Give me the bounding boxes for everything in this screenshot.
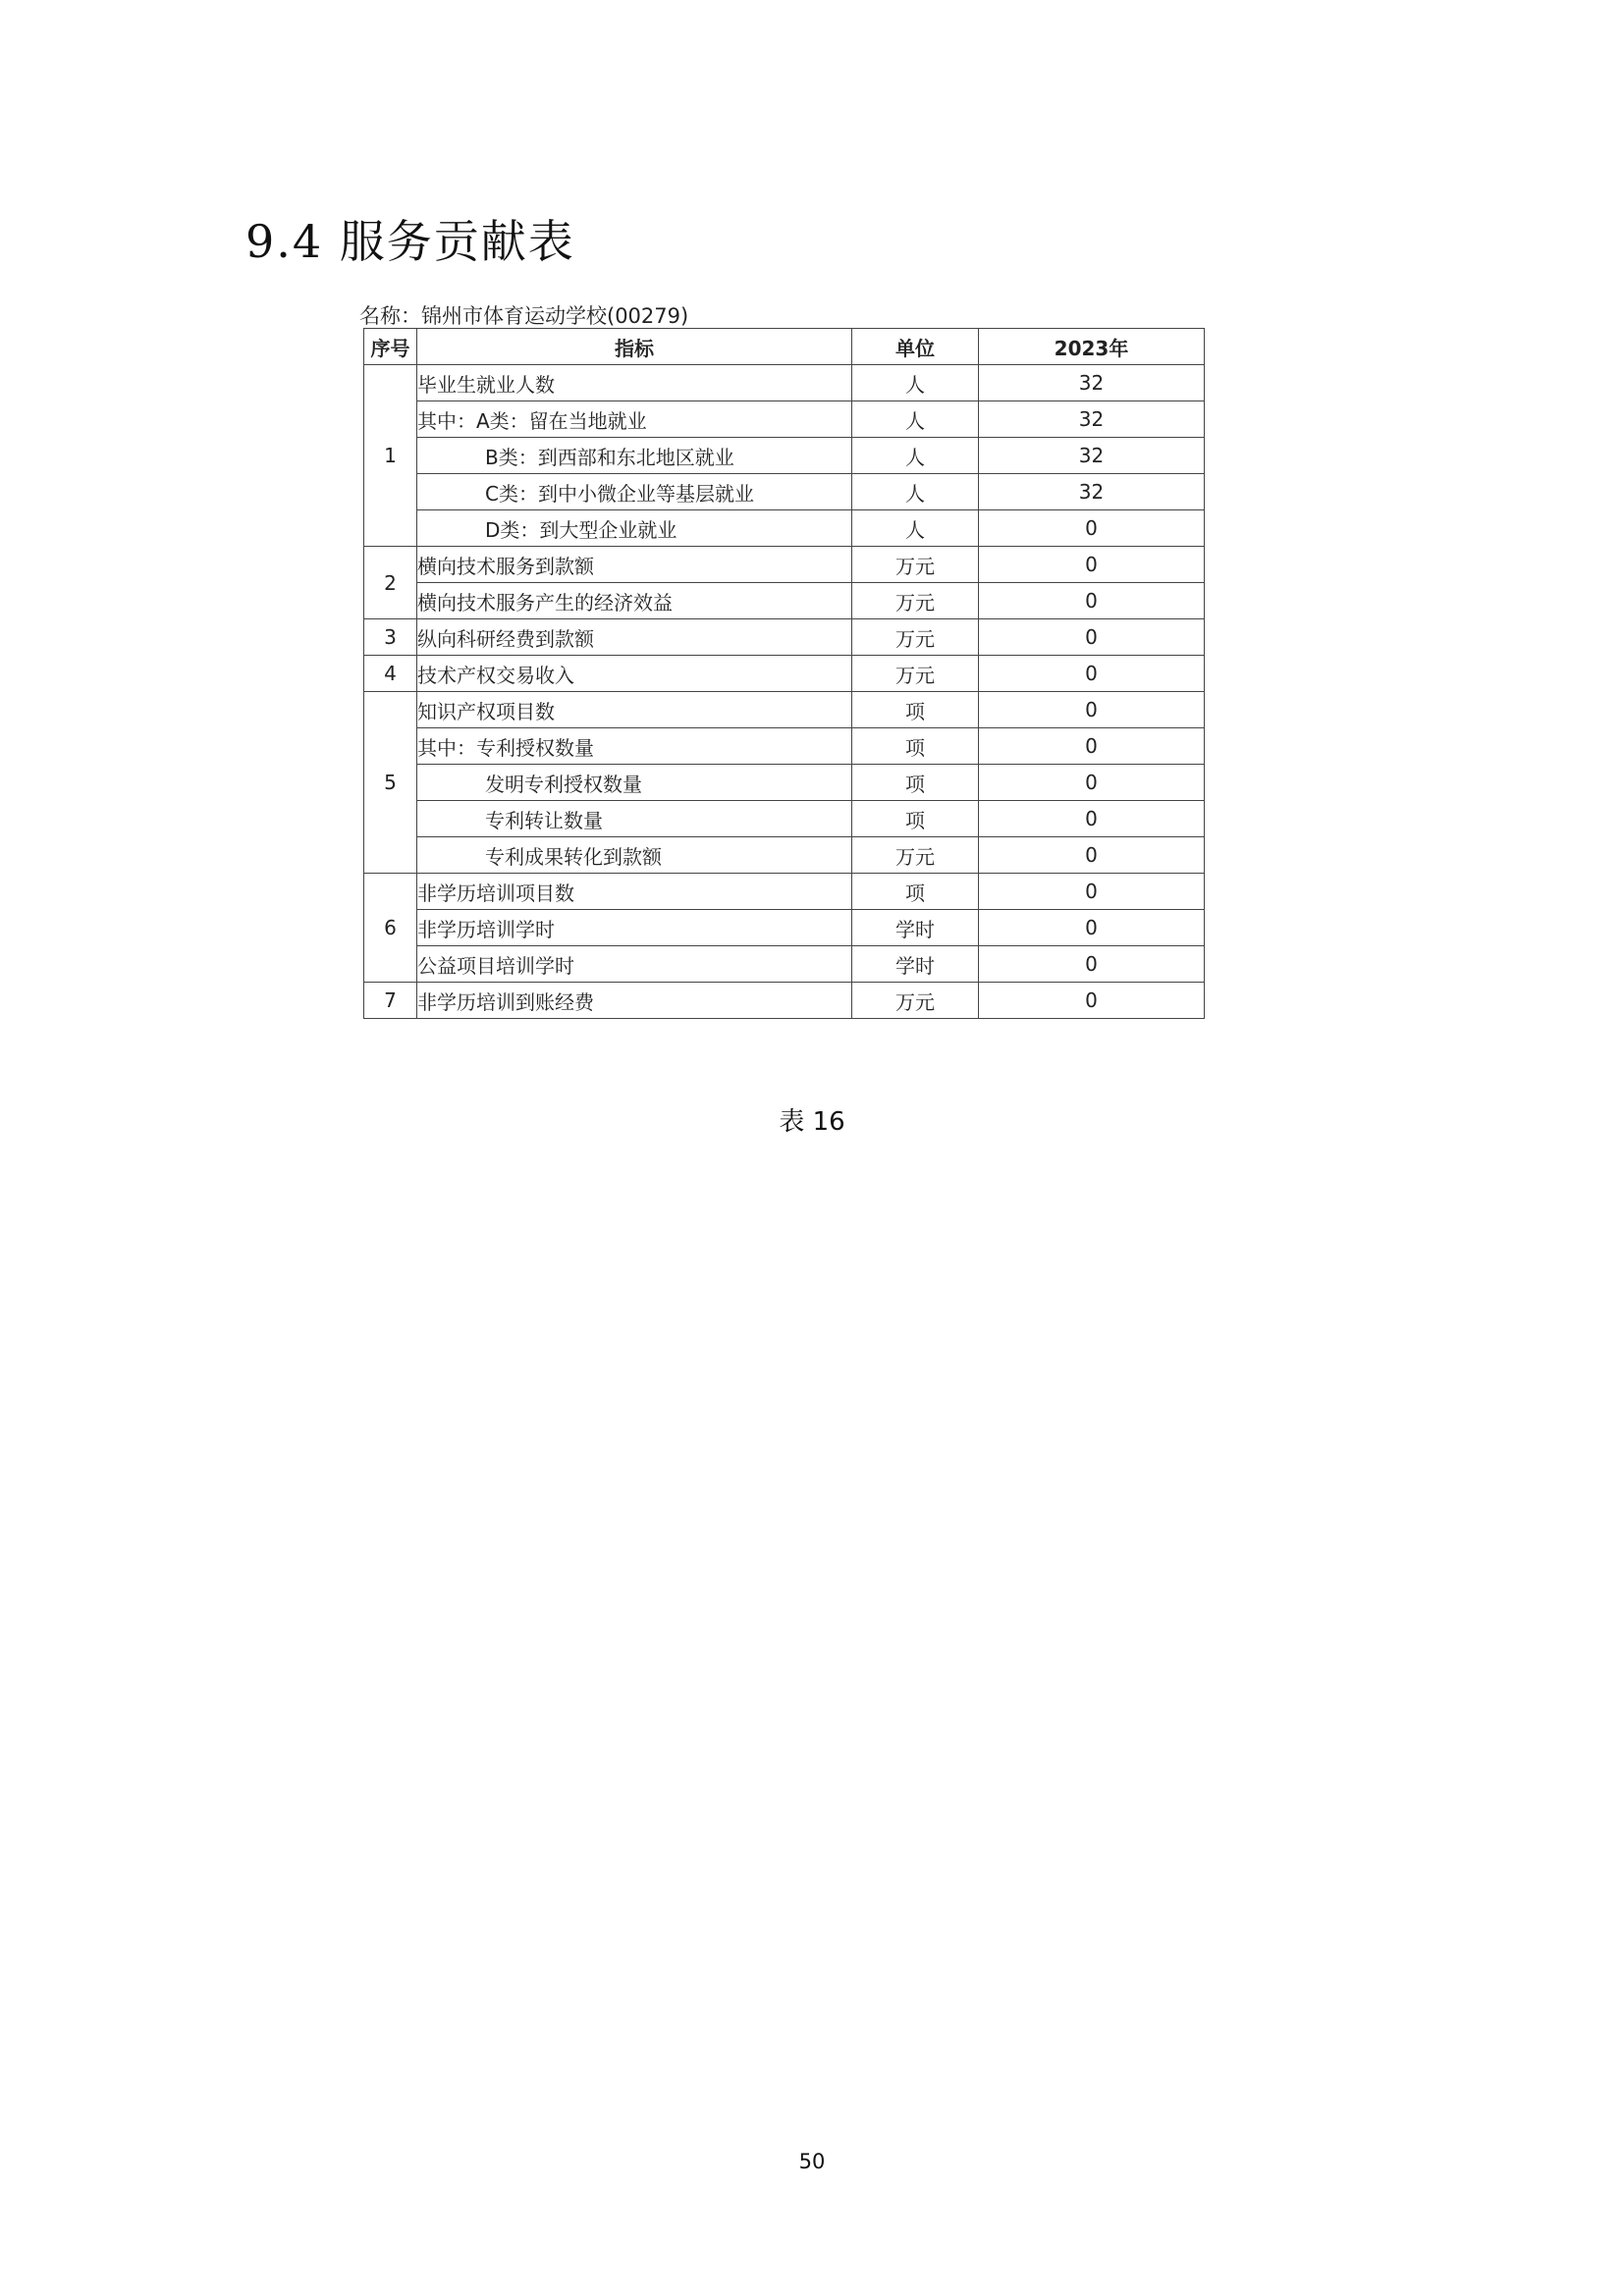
table-row — [364, 401, 1205, 438]
table-row — [364, 728, 1205, 765]
value-cell: 0 — [979, 983, 1205, 1019]
indicator-cell: 毕业生就业人数 — [417, 365, 852, 401]
table-header-row — [364, 329, 1205, 365]
indicator-cell: 非学历培训到账经费 — [417, 983, 852, 1019]
unit-cell: 人 — [852, 365, 979, 401]
table-row — [364, 801, 1205, 837]
indicator-cell: B类：到西部和东北地区就业 — [417, 438, 852, 474]
value-cell: 0 — [979, 801, 1205, 837]
column-header-year: 2023年 — [979, 329, 1205, 365]
table-row — [364, 874, 1205, 910]
table-row — [364, 619, 1205, 656]
value-cell: 0 — [979, 837, 1205, 874]
indicator-cell: 专利成果转化到款额 — [417, 837, 852, 874]
unit-cell: 万元 — [852, 547, 979, 583]
page-number: 50 — [798, 2150, 826, 2173]
table-row — [364, 656, 1205, 692]
value-cell: 0 — [979, 946, 1205, 983]
unit-cell: 人 — [852, 510, 979, 547]
table-name: 名称：锦州市体育运动学校(00279) — [359, 304, 689, 328]
unit-cell: 万元 — [852, 583, 979, 619]
unit-cell: 万元 — [852, 983, 979, 1019]
seq-cell: 1 — [364, 365, 417, 547]
table-row — [364, 365, 1205, 401]
unit-cell: 人 — [852, 474, 979, 510]
table-row — [364, 510, 1205, 547]
column-header-indicator: 指标 — [417, 329, 852, 365]
table-row — [364, 438, 1205, 474]
unit-cell: 万元 — [852, 837, 979, 874]
unit-cell: 项 — [852, 801, 979, 837]
column-header-unit: 单位 — [852, 329, 979, 365]
indicator-cell: 纵向科研经费到款额 — [417, 619, 852, 656]
seq-cell: 5 — [364, 692, 417, 874]
table-row — [364, 547, 1205, 583]
value-cell: 32 — [979, 401, 1205, 438]
value-cell: 0 — [979, 692, 1205, 728]
value-cell: 0 — [979, 547, 1205, 583]
table-caption: 表 16 — [779, 1107, 845, 1137]
unit-cell: 项 — [852, 728, 979, 765]
unit-cell: 学时 — [852, 946, 979, 983]
indicator-cell: 横向技术服务到款额 — [417, 547, 852, 583]
unit-cell: 项 — [852, 692, 979, 728]
unit-cell: 项 — [852, 874, 979, 910]
service-contribution-table — [363, 328, 1205, 1019]
indicator-cell: 公益项目培训学时 — [417, 946, 852, 983]
indicator-cell: 其中：专利授权数量 — [417, 728, 852, 765]
seq-cell: 3 — [364, 619, 417, 656]
unit-cell: 万元 — [852, 619, 979, 656]
table-row — [364, 583, 1205, 619]
table-row — [364, 946, 1205, 983]
unit-cell: 学时 — [852, 910, 979, 946]
table-row — [364, 910, 1205, 946]
table-row — [364, 983, 1205, 1019]
unit-cell: 人 — [852, 401, 979, 438]
value-cell: 0 — [979, 619, 1205, 656]
value-cell: 0 — [979, 656, 1205, 692]
table-row — [364, 765, 1205, 801]
section-heading: 9.4 服务贡献表 — [245, 215, 575, 268]
value-cell: 0 — [979, 583, 1205, 619]
unit-cell: 项 — [852, 765, 979, 801]
indicator-cell: 其中：A类：留在当地就业 — [417, 401, 852, 438]
table-row — [364, 474, 1205, 510]
indicator-cell: 知识产权项目数 — [417, 692, 852, 728]
indicator-cell: 发明专利授权数量 — [417, 765, 852, 801]
seq-cell: 7 — [364, 983, 417, 1019]
column-header-seq: 序号 — [364, 329, 417, 365]
value-cell: 32 — [979, 365, 1205, 401]
value-cell: 32 — [979, 474, 1205, 510]
value-cell: 0 — [979, 510, 1205, 547]
table-row — [364, 837, 1205, 874]
value-cell: 32 — [979, 438, 1205, 474]
unit-cell: 万元 — [852, 656, 979, 692]
indicator-cell: D类：到大型企业就业 — [417, 510, 852, 547]
value-cell: 0 — [979, 910, 1205, 946]
indicator-cell: 技术产权交易收入 — [417, 656, 852, 692]
indicator-cell: 专利转让数量 — [417, 801, 852, 837]
seq-cell: 4 — [364, 656, 417, 692]
value-cell: 0 — [979, 874, 1205, 910]
indicator-cell: C类：到中小微企业等基层就业 — [417, 474, 852, 510]
value-cell: 0 — [979, 728, 1205, 765]
value-cell: 0 — [979, 765, 1205, 801]
indicator-cell: 非学历培训项目数 — [417, 874, 852, 910]
indicator-cell: 横向技术服务产生的经济效益 — [417, 583, 852, 619]
seq-cell: 2 — [364, 547, 417, 619]
seq-cell: 6 — [364, 874, 417, 983]
table-row — [364, 692, 1205, 728]
unit-cell: 人 — [852, 438, 979, 474]
indicator-cell: 非学历培训学时 — [417, 910, 852, 946]
